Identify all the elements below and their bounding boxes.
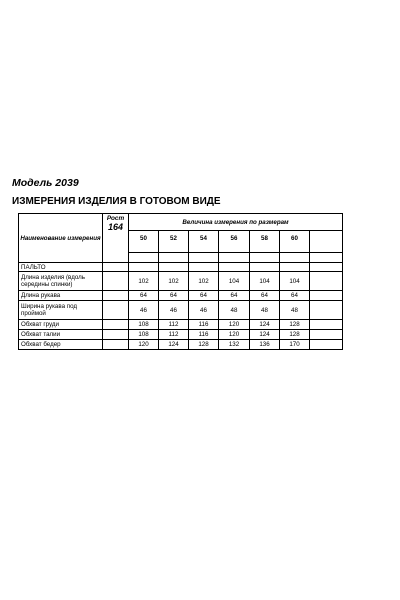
blank-cell <box>189 253 219 263</box>
measurement-value: 124 <box>250 330 280 340</box>
model-title: Модель 2039 <box>12 177 79 189</box>
blank-cell <box>159 253 189 263</box>
blank-cell <box>310 253 343 263</box>
measurement-value: 120 <box>219 320 250 330</box>
measurement-value: 64 <box>219 291 250 301</box>
measurement-value: 104 <box>280 272 310 291</box>
height-column-header <box>103 214 129 263</box>
size-header-cell: 56 <box>219 231 250 253</box>
measurement-value: 48 <box>219 301 250 320</box>
measurement-value: 64 <box>129 291 159 301</box>
blank-cell <box>250 253 280 263</box>
blank-cell <box>310 301 343 320</box>
height-value: 164 <box>107 222 124 232</box>
measurement-label: Обхват груди <box>19 320 103 330</box>
blank-cell <box>219 253 250 263</box>
measurement-value: 112 <box>159 330 189 340</box>
measurements-table <box>18 213 343 350</box>
name-column-header: Наименование измерения <box>19 214 103 263</box>
measurement-value: 102 <box>159 272 189 291</box>
measurement-value: 120 <box>129 340 159 350</box>
size-header-cell: 58 <box>250 231 280 253</box>
table-row <box>19 301 343 320</box>
measurement-label: Ширина рукава под проймой <box>19 301 103 320</box>
document-heading: ИЗМЕРЕНИЯ ИЗДЕЛИЯ В ГОТОВОМ ВИДЕ <box>12 196 221 207</box>
measurement-value: 64 <box>189 291 219 301</box>
blank-cell <box>219 263 250 272</box>
measurement-value: 112 <box>159 320 189 330</box>
blank-cell <box>310 291 343 301</box>
measurement-label: Обхват талии <box>19 330 103 340</box>
blank-cell <box>250 263 280 272</box>
height-label: Рост <box>106 215 125 222</box>
measurement-value: 46 <box>189 301 219 320</box>
blank-cell <box>103 320 129 330</box>
blank-cell <box>310 263 343 272</box>
measurement-value: 64 <box>250 291 280 301</box>
measurement-value: 124 <box>159 340 189 350</box>
size-header-cell <box>310 231 343 253</box>
size-header-cell: 52 <box>159 231 189 253</box>
measurement-value: 116 <box>189 330 219 340</box>
measurement-label: Длина рукава <box>19 291 103 301</box>
measurement-value: 102 <box>189 272 219 291</box>
size-group-header: Величина измерения по размерам <box>129 214 343 231</box>
measurement-label: Обхват бедер <box>19 340 103 350</box>
measurement-value: 64 <box>280 291 310 301</box>
measurement-value: 128 <box>280 320 310 330</box>
section-label: ПАЛЬТО <box>19 263 103 272</box>
blank-cell <box>310 272 343 291</box>
measurement-value: 136 <box>250 340 280 350</box>
measurement-value: 170 <box>280 340 310 350</box>
measurement-label: Длина изделия (вдоль середины спинки) <box>19 272 103 291</box>
measurement-value: 104 <box>219 272 250 291</box>
table-row <box>19 340 343 350</box>
measurement-value: 46 <box>159 301 189 320</box>
size-header-cell: 60 <box>280 231 310 253</box>
size-header-cell: 50 <box>129 231 159 253</box>
table-row <box>19 320 343 330</box>
blank-cell <box>103 301 129 320</box>
measurement-value: 128 <box>280 330 310 340</box>
blank-cell <box>103 263 129 272</box>
blank-cell <box>129 253 159 263</box>
blank-cell <box>310 320 343 330</box>
blank-cell <box>129 263 159 272</box>
blank-cell <box>280 263 310 272</box>
measurement-value: 64 <box>159 291 189 301</box>
table-row <box>19 291 343 301</box>
blank-cell <box>159 263 189 272</box>
measurement-value: 128 <box>189 340 219 350</box>
measurement-value: 132 <box>219 340 250 350</box>
measurement-value: 120 <box>219 330 250 340</box>
table-row <box>19 272 343 291</box>
blank-cell <box>310 330 343 340</box>
blank-cell <box>310 340 343 350</box>
measurement-value: 104 <box>250 272 280 291</box>
size-header-cell: 54 <box>189 231 219 253</box>
blank-cell <box>103 291 129 301</box>
blank-cell <box>103 272 129 291</box>
table-row <box>19 330 343 340</box>
blank-cell <box>280 253 310 263</box>
blank-cell <box>103 330 129 340</box>
measurement-value: 102 <box>129 272 159 291</box>
measurement-value: 48 <box>280 301 310 320</box>
blank-cell <box>189 263 219 272</box>
measurement-value: 46 <box>129 301 159 320</box>
measurement-value: 108 <box>129 320 159 330</box>
blank-cell <box>103 340 129 350</box>
measurement-value: 124 <box>250 320 280 330</box>
measurement-value: 116 <box>189 320 219 330</box>
measurement-value: 108 <box>129 330 159 340</box>
measurement-value: 48 <box>250 301 280 320</box>
